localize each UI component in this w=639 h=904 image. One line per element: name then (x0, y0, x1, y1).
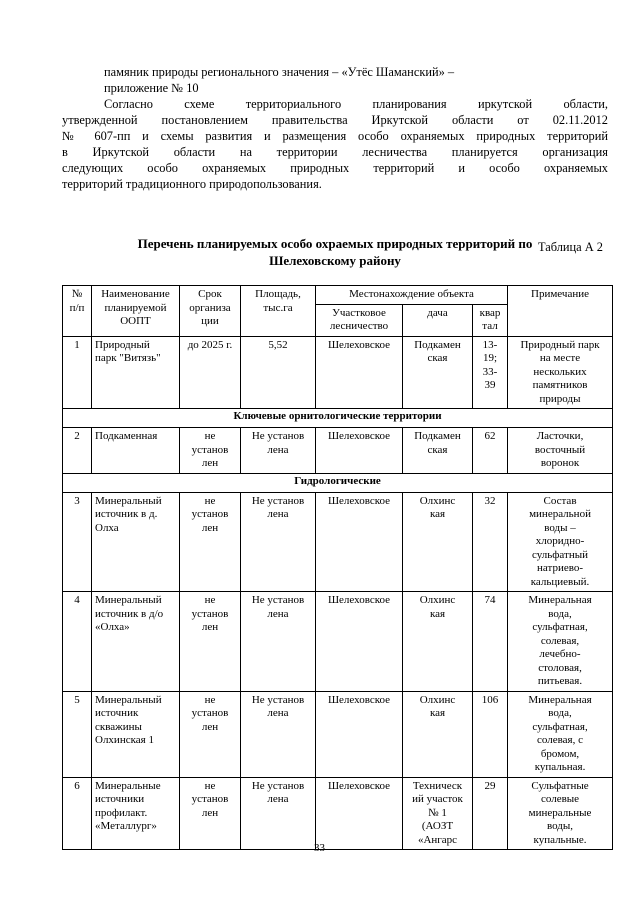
cell-area: Не установ лена (241, 592, 316, 692)
reserves-table (62, 285, 613, 850)
cell-num: 2 (63, 428, 92, 474)
cell-name: Минеральные источники профилакт. «Металлург» (92, 777, 180, 850)
header-forestry: Участковое лесничество (316, 304, 403, 336)
cell-note: Минеральная вода, сульфатная, солевая, с бромом, купальная. (508, 691, 613, 777)
header-kvartal: квар тал (473, 304, 508, 336)
paragraph-line-6: территорий традиционного природопользования. (62, 177, 322, 191)
table-row (63, 777, 613, 850)
cell-name: Минеральный источник в д/о «Олха» (92, 592, 180, 692)
cell-forestry: Шелеховское (316, 428, 403, 474)
cell-term: не установ лен (180, 691, 241, 777)
header-num: № п/п (63, 286, 92, 337)
cell-dacha: Подкамен ская (403, 428, 473, 474)
cell-forestry: Шелеховское (316, 592, 403, 692)
cell-term: не установ лен (180, 592, 241, 692)
paragraph-line-3: № 607-пп и схемы развития и размещения особо охраняемых природных территорий (62, 129, 608, 143)
cell-kvartal: 13- 19; 33- 39 (473, 336, 508, 409)
cell-kvartal: 74 (473, 592, 508, 692)
cell-area: Не установ лена (241, 691, 316, 777)
header-name: Наименование планируемой ООПТ (92, 286, 180, 337)
cell-note: Ласточки, восточный воронок (508, 428, 613, 474)
cell-num: 1 (63, 336, 92, 409)
cell-forestry: Шелеховское (316, 492, 403, 592)
table-row (63, 336, 613, 409)
cell-note: Состав минеральной воды – хлоридно- сульфатный натриево- кальциевый. (508, 492, 613, 592)
cell-area: Не установ лена (241, 428, 316, 474)
header-term: Срок организа ции (180, 286, 241, 337)
cell-term: до 2025 г. (180, 336, 241, 409)
cell-name: Подкаменная (92, 428, 180, 474)
cell-name: Минеральный источник в д. Олха (92, 492, 180, 592)
cell-dacha: Техническ ий участок № 1 (АОЗТ «Ангарс (403, 777, 473, 850)
section-row (63, 409, 613, 428)
cell-forestry: Шелеховское (316, 336, 403, 409)
cell-kvartal: 32 (473, 492, 508, 592)
header-area: Площадь, тыс.га (241, 286, 316, 337)
cell-num: 6 (63, 777, 92, 850)
section-title: Гидрологические (63, 473, 613, 492)
section-row (63, 473, 613, 492)
cell-term: не установ лен (180, 777, 241, 850)
cell-num: 3 (63, 492, 92, 592)
intro-line-1: памяник природы регионального значения – «Утёс Шаманский» – (104, 65, 455, 79)
header-location: Местонахождение объекта (316, 286, 508, 305)
header-note: Примечание (508, 286, 613, 337)
section-title: Ключевые орнитологические территории (63, 409, 613, 428)
page-number: 33 (314, 842, 325, 854)
cell-kvartal: 106 (473, 691, 508, 777)
cell-name: Природный парк "Витязь" (92, 336, 180, 409)
cell-dacha: Подкамен ская (403, 336, 473, 409)
cell-area: 5,52 (241, 336, 316, 409)
cell-num: 4 (63, 592, 92, 692)
table-row (63, 592, 613, 692)
table-header-row (63, 286, 613, 305)
intro-line-2: приложение № 10 (104, 81, 199, 95)
table-caption: Таблица А 2 (537, 240, 603, 254)
cell-forestry: Шелеховское (316, 777, 403, 850)
table-row (63, 428, 613, 474)
header-dacha: дача (403, 304, 473, 336)
cell-area: Не установ лена (241, 777, 316, 850)
table-title-line-1: Перечень планируемых особо охраемых природных территорий по (137, 236, 533, 251)
paragraph-line-4: в Иркутской области на территории лесничества планируется организация (62, 145, 608, 159)
cell-dacha: Олхинс кая (403, 592, 473, 692)
cell-num: 5 (63, 691, 92, 777)
cell-note: Минеральная вода, сульфатная, солевая, лечебно- столовая, питьевая. (508, 592, 613, 692)
paragraph-line-5: следующих особо охраняемых природных территорий и особо охраняемых (62, 161, 608, 175)
cell-note: Природный парк на месте нескольких памятников природы (508, 336, 613, 409)
cell-dacha: Олхинс кая (403, 492, 473, 592)
cell-name: Минеральный источник скважины Олхинская 1 (92, 691, 180, 777)
table-row (63, 492, 613, 592)
cell-kvartal: 62 (473, 428, 508, 474)
cell-kvartal: 29 (473, 777, 508, 850)
cell-area: Не установ лена (241, 492, 316, 592)
cell-note: Сульфатные солевые минеральные воды, купальные. (508, 777, 613, 850)
table-row (63, 691, 613, 777)
cell-dacha: Олхинс кая (403, 691, 473, 777)
table-title-line-2: Шелеховскому району (269, 253, 401, 268)
paragraph-line-1: Согласно схеме территориального планирования иркутской области, (104, 97, 608, 111)
cell-term: не установ лен (180, 492, 241, 592)
paragraph-line-2: утвержденной постановлением правительства Иркутской области от 02.11.2012 (62, 113, 608, 127)
cell-forestry: Шелеховское (316, 691, 403, 777)
cell-term: не установ лен (180, 428, 241, 474)
